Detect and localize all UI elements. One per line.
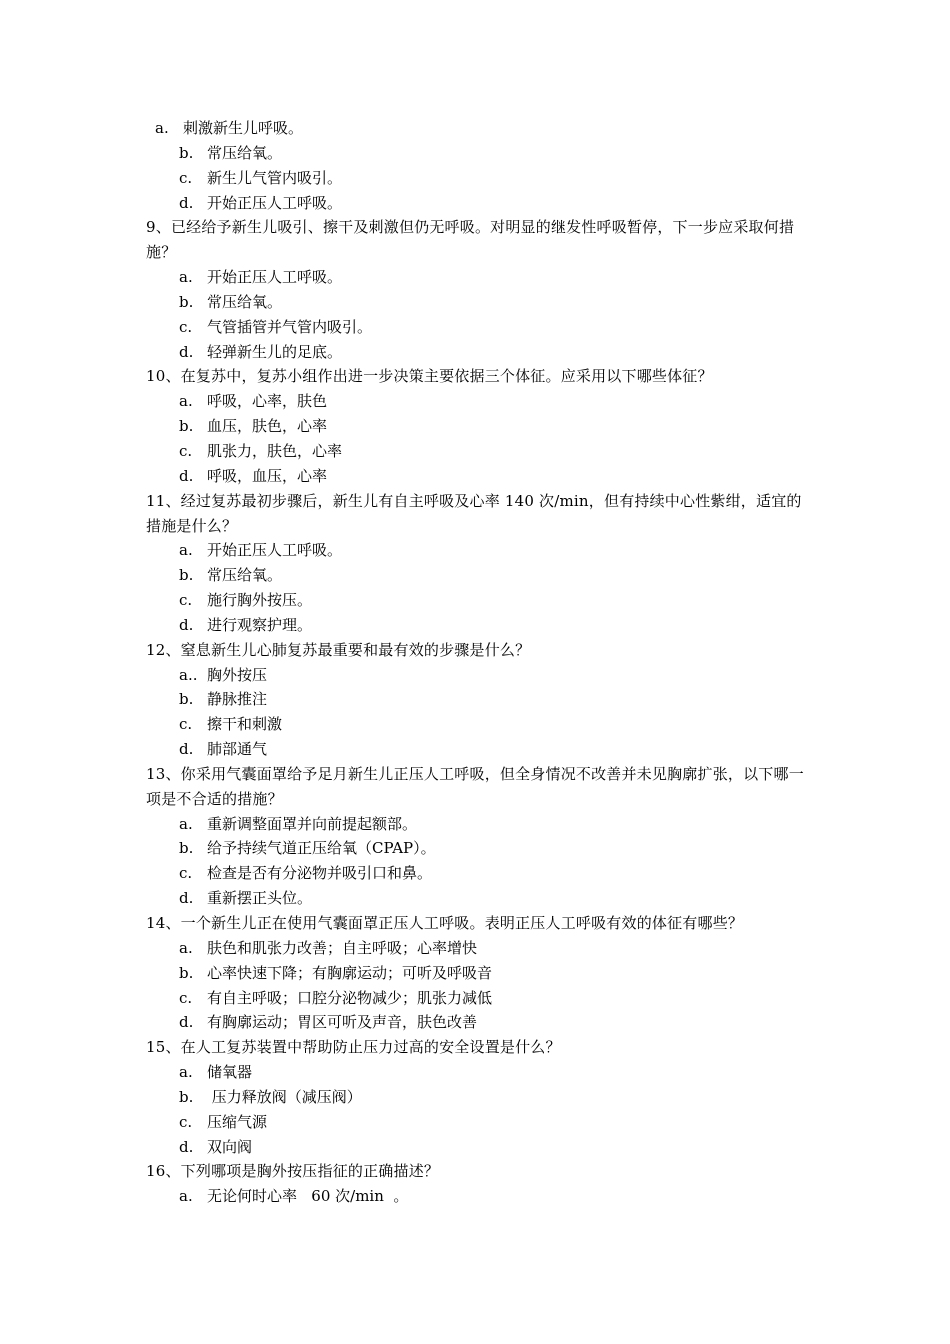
option-letter: c. [179,864,193,883]
option-line [146,812,810,837]
option-text: 储氧器 [207,1063,253,1082]
option-text: 气管插管并气管内吸引。 [207,317,373,336]
question-text: 14、一个新生儿正在使用气囊面罩正压人工呼吸。表明正压人工呼吸有效的体征有哪些？ [146,914,744,932]
option-text: 肌张力，肤色，心率 [207,441,343,460]
option-line [146,563,810,588]
option-text: 有胸廓运动；胃区可听及声音，肤色改善 [207,1013,478,1032]
option-line [146,191,810,216]
option-text: 呼吸，血压，心率 [207,466,328,485]
option-line [146,836,810,861]
option-text: 胸外按压 [207,665,268,684]
option-letter: b. [179,143,194,162]
option-text: 施行胸外按压。 [207,591,313,610]
option-letter: b. [179,839,194,858]
option-letter: d. [179,740,194,759]
option-text: 压力释放阀（减压阀） [207,1087,362,1106]
option-text: 压缩气源 [207,1112,268,1131]
option-letter: d. [179,615,194,634]
option-line [146,1135,810,1160]
option-line [146,464,810,489]
option-letter: a. [179,938,193,957]
option-text: 常压给氧。 [207,143,283,162]
option-letter: a. [179,268,193,287]
option-line [146,265,810,290]
option-line [146,861,810,886]
option-letter: d. [179,342,194,361]
option-letter: a. [179,541,193,560]
question-text: 9、已经给予新生儿吸引、擦干及刺激但仍无呼吸。对明显的继发性呼吸暂停，下一步应采取何措施？ [146,218,795,262]
option-line [146,414,810,439]
option-line [146,886,810,911]
option-letter: c. [179,441,193,460]
option-letter: b. [179,566,194,585]
option-letter: c. [179,1112,193,1131]
option-letter: a. [179,1063,193,1082]
option-letter: c. [179,591,193,610]
question-text: 11、经过复苏最初步骤后，新生儿有自主呼吸及心率 140 次/min，但有持续中心性紫绀，适宜的措施是什么？ [146,491,802,535]
option-letter: d. [179,193,194,212]
option-letter: a. [179,392,193,411]
option-text: 重新调整面罩并向前提起额部。 [207,814,418,833]
option-text: 有自主呼吸；口腔分泌物减少；肌张力减低 [207,988,493,1007]
option-text: 呼吸，心率，肤色 [207,392,328,411]
option-letter: a. [179,814,193,833]
option-line [146,1184,810,1209]
option-line [146,687,810,712]
option-line [146,1010,810,1035]
option-text: 肺部通气 [207,740,268,759]
option-letter: b. [179,690,194,709]
option-letter: b. [179,417,194,436]
option-letter: c. [179,988,193,1007]
option-text: 血压，肤色，心率 [207,417,328,436]
option-letter: d. [179,466,194,485]
option-line [146,116,810,141]
option-text: 开始正压人工呼吸。 [207,541,343,560]
option-line [146,1060,810,1085]
option-letter: c. [179,168,193,187]
option-text: 肤色和肌张力改善；自主呼吸；心率增快 [207,938,478,957]
option-text: 轻弹新生儿的足底。 [207,342,343,361]
option-letter: c. [179,715,193,734]
option-text: 检查是否有分泌物并吸引口和鼻。 [207,864,433,883]
option-line [146,613,810,638]
question-text: 16、下列哪项是胸外按压指征的正确描述？ [146,1162,440,1181]
option-letter: c. [179,317,193,336]
option-line [146,439,810,464]
option-letter: b. [179,963,194,982]
option-line [146,290,810,315]
option-line [146,712,810,737]
option-text: 给予持续气道正压给氧（CPAP）。 [207,839,436,858]
option-text: 心率快速下降；有胸廓运动；可听及呼吸音 [207,963,493,982]
option-line [146,141,810,166]
option-letter: d. [179,889,194,908]
option-text: 重新摆正头位。 [207,889,313,908]
option-text: 常压给氧。 [207,292,283,311]
option-line [146,166,810,191]
option-letter: a.. [179,665,198,684]
option-line [146,315,810,340]
option-letter: d. [179,1013,194,1032]
option-text: 双向阀 [207,1137,253,1156]
option-text: 擦干和刺激 [207,715,283,734]
option-line [146,986,810,1011]
option-text: 开始正压人工呼吸。 [207,268,343,287]
option-line [146,663,810,688]
question-text: 10、在复苏中，复苏小组作出进一步决策主要依据三个体征。应采用以下哪些体征？ [146,367,713,386]
question-text: 15、在人工复苏装置中帮助防止压力过高的安全设置是什么？ [146,1038,561,1057]
option-line [146,1110,810,1135]
question-text: 13、你采用气囊面罩给予足月新生儿正压人工呼吸，但全身情况不改善并未见胸廓扩张，以下哪一项是不合适的措施？ [146,764,804,808]
option-line [146,389,810,414]
option-letter: b. [179,292,194,311]
option-letter: b. [179,1087,194,1106]
option-letter: d. [179,1137,194,1156]
option-text: 静脉推注 [207,690,268,709]
option-line [146,588,810,613]
option-text: 新生儿气管内吸引。 [207,168,343,187]
option-text: 常压给氧。 [207,566,283,585]
option-line [146,737,810,762]
option-line [146,538,810,563]
document-content [146,116,810,1209]
option-text: 无论何时心率 60 次/min 。 [207,1187,409,1206]
option-text: 刺激新生儿呼吸。 [183,119,304,137]
option-letter: a. [155,119,169,137]
option-line [146,1085,810,1110]
option-text: 进行观察护理。 [207,615,313,634]
option-letter: a. [179,1187,193,1206]
question-text: 12、窒息新生儿心肺复苏最重要和最有效的步骤是什么？ [146,640,531,659]
option-text: 开始正压人工呼吸。 [207,193,343,212]
option-line [146,961,810,986]
option-line [146,936,810,961]
option-line [146,340,810,365]
